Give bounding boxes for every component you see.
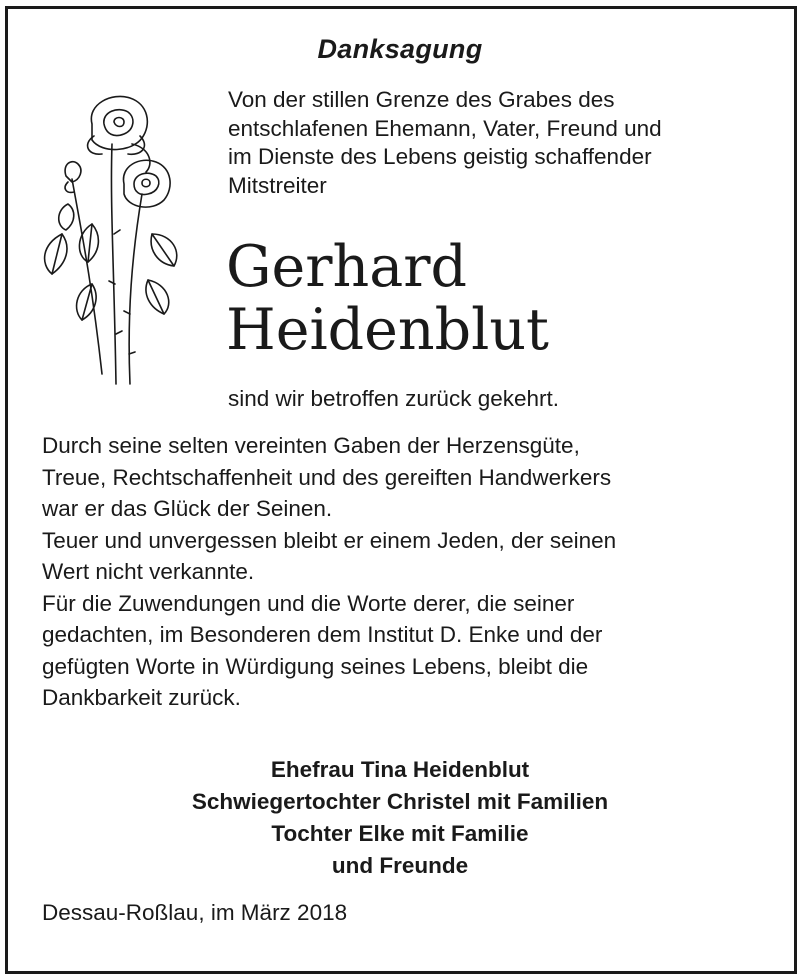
- body-line: Treue, Rechtschaffenheit und des gereiften Handwerkers: [42, 464, 612, 490]
- body-line: Für die Zuwendungen und die Worte derer, die seiner: [42, 590, 575, 616]
- rose-illustration-icon: [32, 84, 192, 394]
- body-line: Teuer und unvergessen bleibt er einem Jeden, der seinen: [42, 527, 617, 553]
- deceased-last-name: Heidenblut: [226, 297, 549, 363]
- signer-line: Schwiegertochter Christel mit Familien: [191, 789, 609, 814]
- body-line: gedachten, im Besonderen dem Institut D. Enke und der: [42, 622, 603, 647]
- body-line: gefügten Worte in Würdigung seines Lebens, bleibt die: [42, 653, 589, 679]
- intro-text: [228, 86, 773, 200]
- intro-line: Mitstreiter: [228, 172, 327, 198]
- body-line: Wert nicht verkannte.: [42, 559, 255, 584]
- place-date: Dessau-Roßlau, im März 2018: [42, 900, 348, 925]
- signer-line: und Freunde: [331, 853, 469, 878]
- signer-line: Ehefrau Tina Heidenblut: [270, 757, 530, 782]
- body-text: [42, 430, 762, 714]
- deceased-name: [226, 236, 549, 362]
- body-line: Dankbarkeit zurück.: [42, 685, 241, 710]
- after-name-text: sind wir betroffen zurück gekehrt.: [228, 386, 559, 411]
- signers-block: [0, 754, 800, 882]
- notice-heading: Danksagung: [317, 34, 483, 64]
- intro-line: Von der stillen Grenze des Grabes des: [228, 87, 615, 112]
- intro-line: im Dienste des Lebens geistig schaffender: [228, 144, 652, 169]
- body-line: war er das Glück der Seinen.: [42, 496, 333, 521]
- intro-line: entschlafenen Ehemann, Vater, Freund und: [228, 115, 662, 141]
- signer-line: Tochter Elke mit Familie: [271, 821, 529, 846]
- deceased-first-name: Gerhard: [226, 234, 467, 300]
- body-line: Durch seine selten vereinten Gaben der Herzensgüte,: [42, 433, 580, 458]
